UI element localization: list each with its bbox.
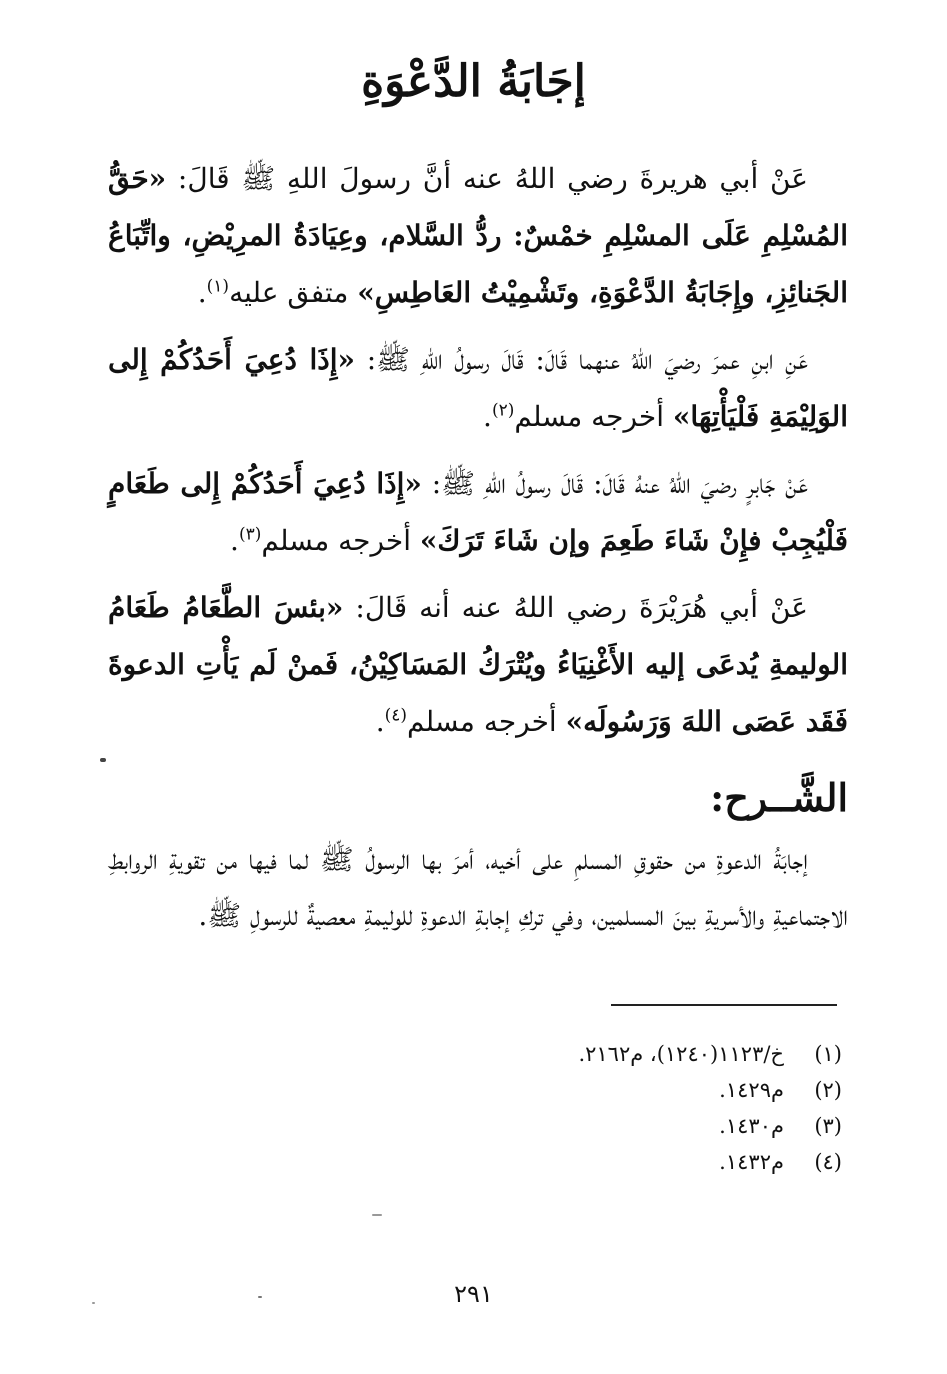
footnote-number: (١) [814,1042,842,1066]
footnote-text: م١٤٢٩. [719,1078,784,1102]
hadith-paragraph-2 [108,331,848,445]
hadith-intro: عَنْ أبي هُرَيْرَةَ رضي اللهُ عنه أنه قَالَ: [343,591,809,624]
footnote-number: (٣) [814,1114,842,1138]
scan-speck [100,758,106,762]
full-stop: . [230,524,239,557]
hadith-text: «إِذَا دُعِيَ أَحَدُكُمْ إِلى الوَلِيْمَةِ فَلْيَأْتِهَا» [108,343,848,433]
hadith-intro: عَنْ أبي هريرةَ رضي اللهُ عنه أنَّ رسولَ اللهِ ﷺ قَالَ: [166,162,808,195]
footnote-item [422,1036,842,1072]
footnote-marker: (٢) [491,400,515,421]
scan-speck [92,1302,95,1304]
footnote-marker: (٤) [384,705,408,726]
footnote-item [422,1144,842,1180]
full-stop: . [483,400,492,433]
footnote-item [422,1108,842,1144]
hadith-text: «بئسَ الطَّعَامُ طَعَامُ الوليمةِ يُدعَى إليه الأَغْنِيَاءُ ويُتْرَكُ المَسَاكِيْنُ، فَمنْ لَم يَأْتِ الدعوةَ فَقَد عَصَى اللهَ وَرَسُولَه» [108,591,848,738]
footnote-number: (٤) [814,1150,842,1174]
hadith-intro: عَنِ ابنِ عمرَ رضيَ اللهُ عنهما قَالَ: قَالَ رسولُ اللهِ ﷺ: [355,343,809,376]
explanation-heading: الشَّــرح: [710,775,848,820]
full-stop: . [197,276,207,309]
hadith-source: أخرجه مسلم [261,524,420,557]
footnote-marker: (١) [206,276,230,297]
full-stop: . [375,705,385,738]
footnote-text: م١٤٣٠. [719,1114,784,1138]
hadith-paragraph-4 [108,579,848,750]
hadith-paragraph-3 [108,455,848,569]
scan-speck [258,1296,262,1298]
footnotes-list [422,1036,842,1180]
footnote-marker: (٣) [238,524,262,545]
scan-speck [372,1214,382,1216]
page-number: ٢٩١ [454,1280,493,1308]
page-title: إجَابَةُ الدَّعْوَةِ [361,56,586,107]
footnote-separator [611,1004,837,1006]
hadith-text: «حَقُّ المُسْلِمِ عَلَى المسْلِمِ خمْسٌ: ردُّ السَّلام، وعِيَادَةُ المرِيْضِ، واتِّبَاعُ الجَنائِزِ، وإِجَابَةُ الدَّعْوَةِ، وتَشْمِيْتُ العَاطِسِ» [108,162,848,309]
footnote-text: خ/١١٢٣(١٢٤٠)، م٢١٦٢. [578,1042,784,1066]
hadith-text: «إِذَا دُعِيَ أَحَدُكُمْ إِلى طَعَامٍ فَلْيُجِبْ فإِنْ شَاءَ طَعِمَ وإن شَاءَ تَرَكَ» [108,467,848,557]
footnote-text: م١٤٣٢. [719,1150,784,1174]
hadith-paragraph-1 [108,150,848,321]
explanation-text: إجابَةُ الدعوةِ من حقوقِ المسلمِ على أخيه، أمرَ بها الرسولُ ﷺ لما فيها من تقويةِ الروابطِ الاجتماعيةِ والأسريةِ بينَ المسلمين، وفي تركِ إجابةِ الدعوةِ للوليمةِ معصيةٌ للرسولِ ﷺ. [108,843,848,932]
footnote-item [422,1072,842,1108]
hadith-source: متفق عليه [229,276,358,309]
hadith-intro: عَنْ جَابرٍ رضيَ اللهُ عنهُ قَالَ: قَالَ رسولُ اللهِ ﷺ: [421,467,808,500]
hadith-source: أخرجه مسلم [407,705,566,738]
hadith-source: أخرجه مسلم [514,400,673,433]
footnote-number: (٢) [814,1078,842,1102]
main-text [108,150,848,944]
